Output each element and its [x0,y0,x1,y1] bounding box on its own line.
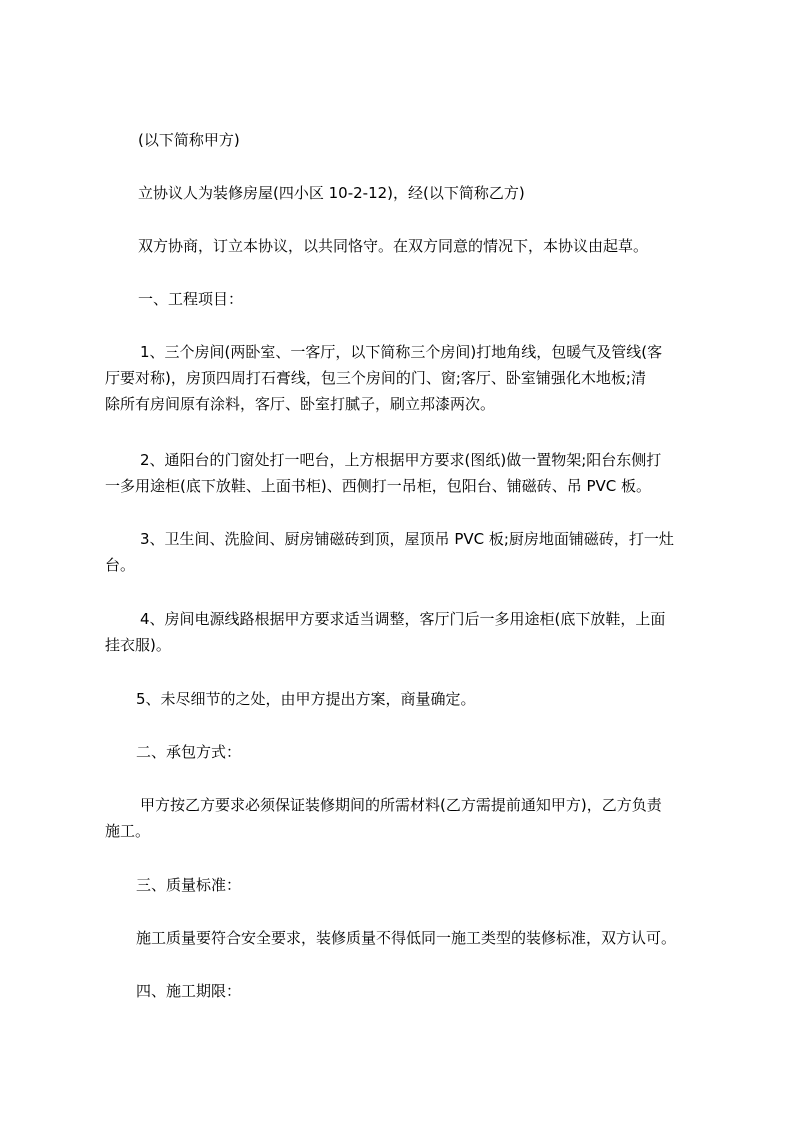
text-line: 立协议人为装修房屋(四小区 10-2-12)，经(以下简称乙方) [138,184,525,202]
text-line: 1、三个房间(两卧室、一客厅，以下简称三个房间)打地角线，包暖气及管线(客 [140,343,663,361]
text-line: 3、卫生间、洗脸间、厨房铺磁砖到顶，屋顶吊 PVC 板;厨房地面铺磁砖，打一灶 [140,530,674,548]
text-line: 挂衣服)。 [105,636,171,654]
text-line: 二、承包方式： [136,743,242,761]
text-line: 三、质量标准： [136,876,242,894]
text-line: (以下简称甲方) [138,131,240,149]
text-line: 双方协商，订立本协议，以共同恪守。在双方同意的情况下，本协议由起草。 [138,237,649,255]
text-line: 除所有房间原有涂料，客厅、卧室打腻子，刷立邦漆两次。 [105,395,496,413]
text-line: 2、通阳台的门窗处打一吧台，上方根据甲方要求(图纸)做一置物架;阳台东侧打 [140,451,662,469]
text-line: 四、施工期限： [136,982,242,1000]
text-line: 施工。 [105,822,151,840]
text-line: 施工质量要符合安全要求，装修质量不得低同一施工类型的装修标准，双方认可。 [136,929,677,947]
text-line: 厅要对称)，房顶四周打石膏线，包三个房间的门、窗;客厅、卧室铺强化木地板;清 [105,369,646,387]
text-line: 甲方按乙方要求必须保证装修期间的所需材料(乙方需提前通知甲方)，乙方负责 [140,796,662,814]
text-line: 一、工程项目： [138,290,244,308]
text-line: 一多用途柜(底下放鞋、上面书柜)、西侧打一吊柜，包阳台、铺磁砖、吊 PVC 板。 [105,477,652,495]
text-line: 5、未尽细节的之处，由甲方提出方案，商量确定。 [136,690,476,708]
text-line: 台。 [105,556,136,574]
text-line: 4、房间电源线路根据甲方要求适当调整，客厅门后一多用途柜(底下放鞋，上面 [140,610,666,628]
